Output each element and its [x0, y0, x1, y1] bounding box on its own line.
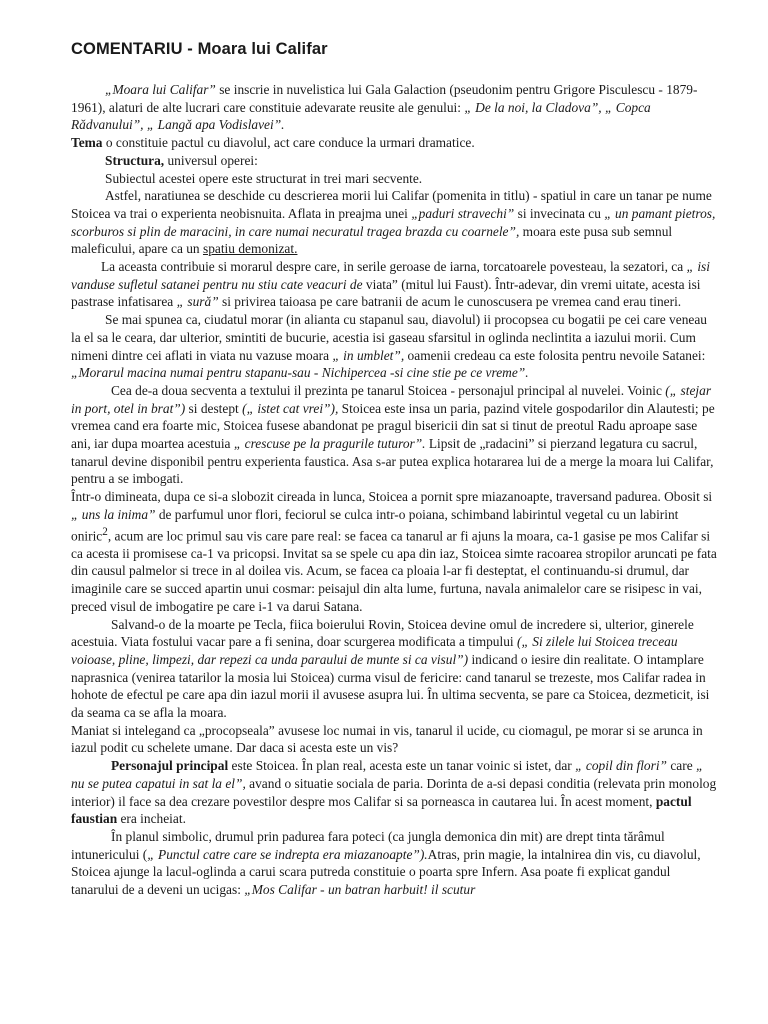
paragraph-personaj: [71, 757, 718, 828]
italic-quote: („ istet cat vrei”),: [242, 400, 339, 416]
text-run: si invecinata cu: [514, 205, 605, 221]
italic-quote: „ isi vanduse sufletul satanei pentru nu stiu cate veacuri de: [71, 259, 710, 292]
text-run: moara este pusa sub semnul maleficului, apare ca un: [71, 223, 673, 257]
italic-quote: „ uns la inima”: [71, 506, 156, 522]
italic-quote: „ crescuse pe la pragurile tuturor”.: [233, 436, 426, 452]
text-run: care: [667, 758, 696, 774]
italic-quote: („ stejar in port, otel in brat”): [71, 382, 712, 416]
italic-quote: „ Punctul catre care se indrepta era miazanoapte”).: [147, 846, 428, 862]
italic-quote: („ Si zilele lui Stoicea treceau voioase, pline, limpezi, dar repezi ca unda paraului de munte si ca visul”): [71, 634, 678, 667]
text-run: , acum are loc primul sau vis care pare real: se facea ca tanarul ar fi ajuns la moara, ca-1 gasise pe mos Califar si ca acesta ii promisese ca-1 va pricopsi. Invitat sa se spele cu apa din iaz, Stoicea simte racoarea stropilor aruncati pe fata din causul palmelor si trece in al doilea vis. Acum, se facea ca ploaia l-ar fi desteptat, el continuandu-si drumul, dar imaginile care se succed apartin unui cosmar: peisajul din alta lume, furtuna, navala animalelor care se risipesc in vai, preced visul de imbogatire pe care i-1 va darui Satana.: [71, 528, 717, 614]
italic-quote: „Moara lui Califar”: [105, 82, 216, 97]
text-run: Cea de-a doua secventa a textului il prezinta pe tanarul Stoicea - personajul principal al nuvelei. Voinic: [111, 382, 666, 398]
text-run: Lipsit de „radacini” si pierzand legatura cu sacrul, tanarul devine disponibil pentru experienta faustica. Asa s-ar putea explica hotararea lui de a merge la moara lui Califar, pentru a se imbogati.: [71, 436, 714, 487]
text-run: viata” (mitul lui Faust). Într-adevar, din vremi uitate, acesta isi pastrase infatisarea: [71, 276, 701, 310]
paragraph-tecla: [71, 616, 718, 722]
paragraph-secventa-1: [71, 187, 718, 258]
italic-quote: „Morarul macina numai pentru stapanu-sau - Nichipercea -si cine stie pe ce vreme”.: [71, 365, 529, 381]
bold-term: pactul faustian: [71, 793, 692, 827]
paragraph-simbolic: [71, 828, 718, 899]
text-run: Salvand-o de la moarte pe Tecla, fiica boierului Rovin, Stoicea devine omul de incredere si, ulterior, ginerele acestuia. Viata fostului vacar pare a fi senina, doar scurgerea modificata a timpului: [71, 616, 694, 650]
text-run: indicand o iesire din realitate. O intamplare naprasnica (venirea tatarilor la mosia lui Stoicea) curma visul de fericire: cand tanarul se trezeste, mos Califar radea in hohote de efectul pe care apa din iazul morii il avusese asupra lui. În ultima secventa, se pare ca Stoicea, dezmeticit, isi da seama ca se afla la moara.: [71, 651, 710, 721]
italic-quote: „ in umblet”,: [332, 347, 405, 363]
italic-quote: „ sură”: [176, 294, 219, 310]
italic-quote: „Mos Califar - un batran harbuit! il scutur: [244, 882, 476, 898]
text-run: În planul simbolic, drumul prin padurea fara poteci (ca jungla demonica din mit) are drept tinta tărâmul intunericului (: [71, 829, 665, 862]
text-run: Stoicea este insa un paria, pazind vitele gospodarilor din Alautesti; pe vremea cand era foarte mic, Stoicea fusese abandonat pe pragul bisericii din sat si tinut de preotul Radu aproape sase ani, iar dupa moartea acestuia: [71, 400, 715, 452]
underlined-term: spatiu demonizat.: [202, 241, 298, 257]
text-run: se inscrie in nuvelistica lui Gala Galaction (pseudonim pentru Grigore Pisculescu - 1879-1961), alaturi de alte lucrari care constituie adevarate reusite ale genului:: [71, 82, 698, 115]
paragraph-bogatii: [71, 311, 718, 382]
italic-quote: „ copil din flori”: [575, 758, 667, 774]
footnote-marker: 2: [102, 525, 108, 538]
text-run: si destept: [185, 400, 243, 416]
bold-term: Personajul principal: [111, 758, 229, 774]
text-run: oamenii credeau ca este folosita pentru nevoile Satanei:: [404, 347, 706, 363]
text-run: La aceasta contribuie si morarul despre care, in serile geroase de iarna, torcatoarele povesteau, la sezatori, ca: [101, 259, 687, 275]
text-run: este Stoicea. În plan real, acesta este un tanar voinic si istet, dar: [228, 758, 576, 774]
paragraph-secventa-2: [71, 382, 718, 488]
paragraph-structura: [71, 152, 718, 170]
paragraph-visul: [71, 488, 718, 615]
text-run: era incheiat.: [117, 811, 186, 827]
bold-term: Tema: [71, 135, 103, 151]
paragraph-tema: [71, 134, 718, 152]
italic-quote: „ nu se putea capatui in sat la el”,: [71, 758, 704, 791]
text-run: si privirea taioasa pe care batranii de acum le cunoscusera pe vremea cand erau tineri.: [218, 294, 682, 310]
italic-quote: „ un pamant pietros, scorburos si plin de maracini, in care numai necuratul tragea brazda cu coarnele”,: [71, 205, 716, 239]
text-run: Într-o dimineata, dupa ce si-a slobozit cireada in lunca, Stoicea a pornit spre miazanoapte, traversand padurea. Obosit si: [71, 489, 713, 505]
bold-term: Structura,: [105, 152, 165, 168]
page-title: COMENTARIU - Moara lui Califar: [71, 40, 328, 58]
text-run: Astfel, naratiunea se deschide cu descrierea morii lui Califar (pomenita in titlu) - spatiul in care un tanar pe nume Stoicea va trai o experienta neobisnuita. Aflata in preajma unei: [71, 188, 712, 221]
text-run: universul operei:: [164, 152, 258, 168]
text-run: Atras, prin magie, la intalnirea din vis, cu diavolul, Stoicea ajunge la lacul-oglinda a carui scara putreda constituie o poarta spre Infern. Asa poate fi explicat gandul tanarului de a deveni un ucigas:: [71, 846, 701, 898]
text-run: de parfumul unor flori, feciorul se culca intr-o poiana, schimband labirintul vegetal cu un labirint oniric: [71, 506, 679, 544]
paragraph-subiect: Subiectul acestei opere este structurat in trei mari secvente.: [105, 170, 423, 186]
paragraph-morar: [71, 258, 718, 311]
paragraph-final: Maniat si intelegand ca „procopseala” avusese loc numai in vis, tanarul il ucide, cu ciomagul, pe morar si se arunca in iazul podit cu schelete umane. Dar daca si acesta este un vis?: [71, 722, 703, 756]
text-run: avand o situatie sociala de paria. Dorinta de a-si depasi conditia (relevata prin monolog interior) il face sa dea crezare povestilor despre mos Califar si sa porneasca in cautarea lui. În acest moment,: [71, 775, 717, 809]
text-run: o constituie pactul cu diavolul, act care conduce la urmari dramatice.: [102, 135, 475, 151]
paragraph-intro: [71, 81, 718, 134]
text-run: Se mai spunea ca, ciudatul morar (in alianta cu stapanul sau, diavolul) ii procopsea cu bogatii pe cei care veneau la el sa le ceara, dar ulterior, smintiti de bucurie, acestia isi gaseau sfarsitul in oglinda neclintita a iazului morii. Cum nimeni dintre cei aflati in viata nu vazuse moara: [71, 312, 707, 363]
italic-quote: „paduri stravechi”: [411, 205, 515, 221]
italic-quote: „ De la noi, la Cladova”, „ Copca Rădvanului”, „ Langă apa Vodislavei”.: [71, 99, 651, 133]
